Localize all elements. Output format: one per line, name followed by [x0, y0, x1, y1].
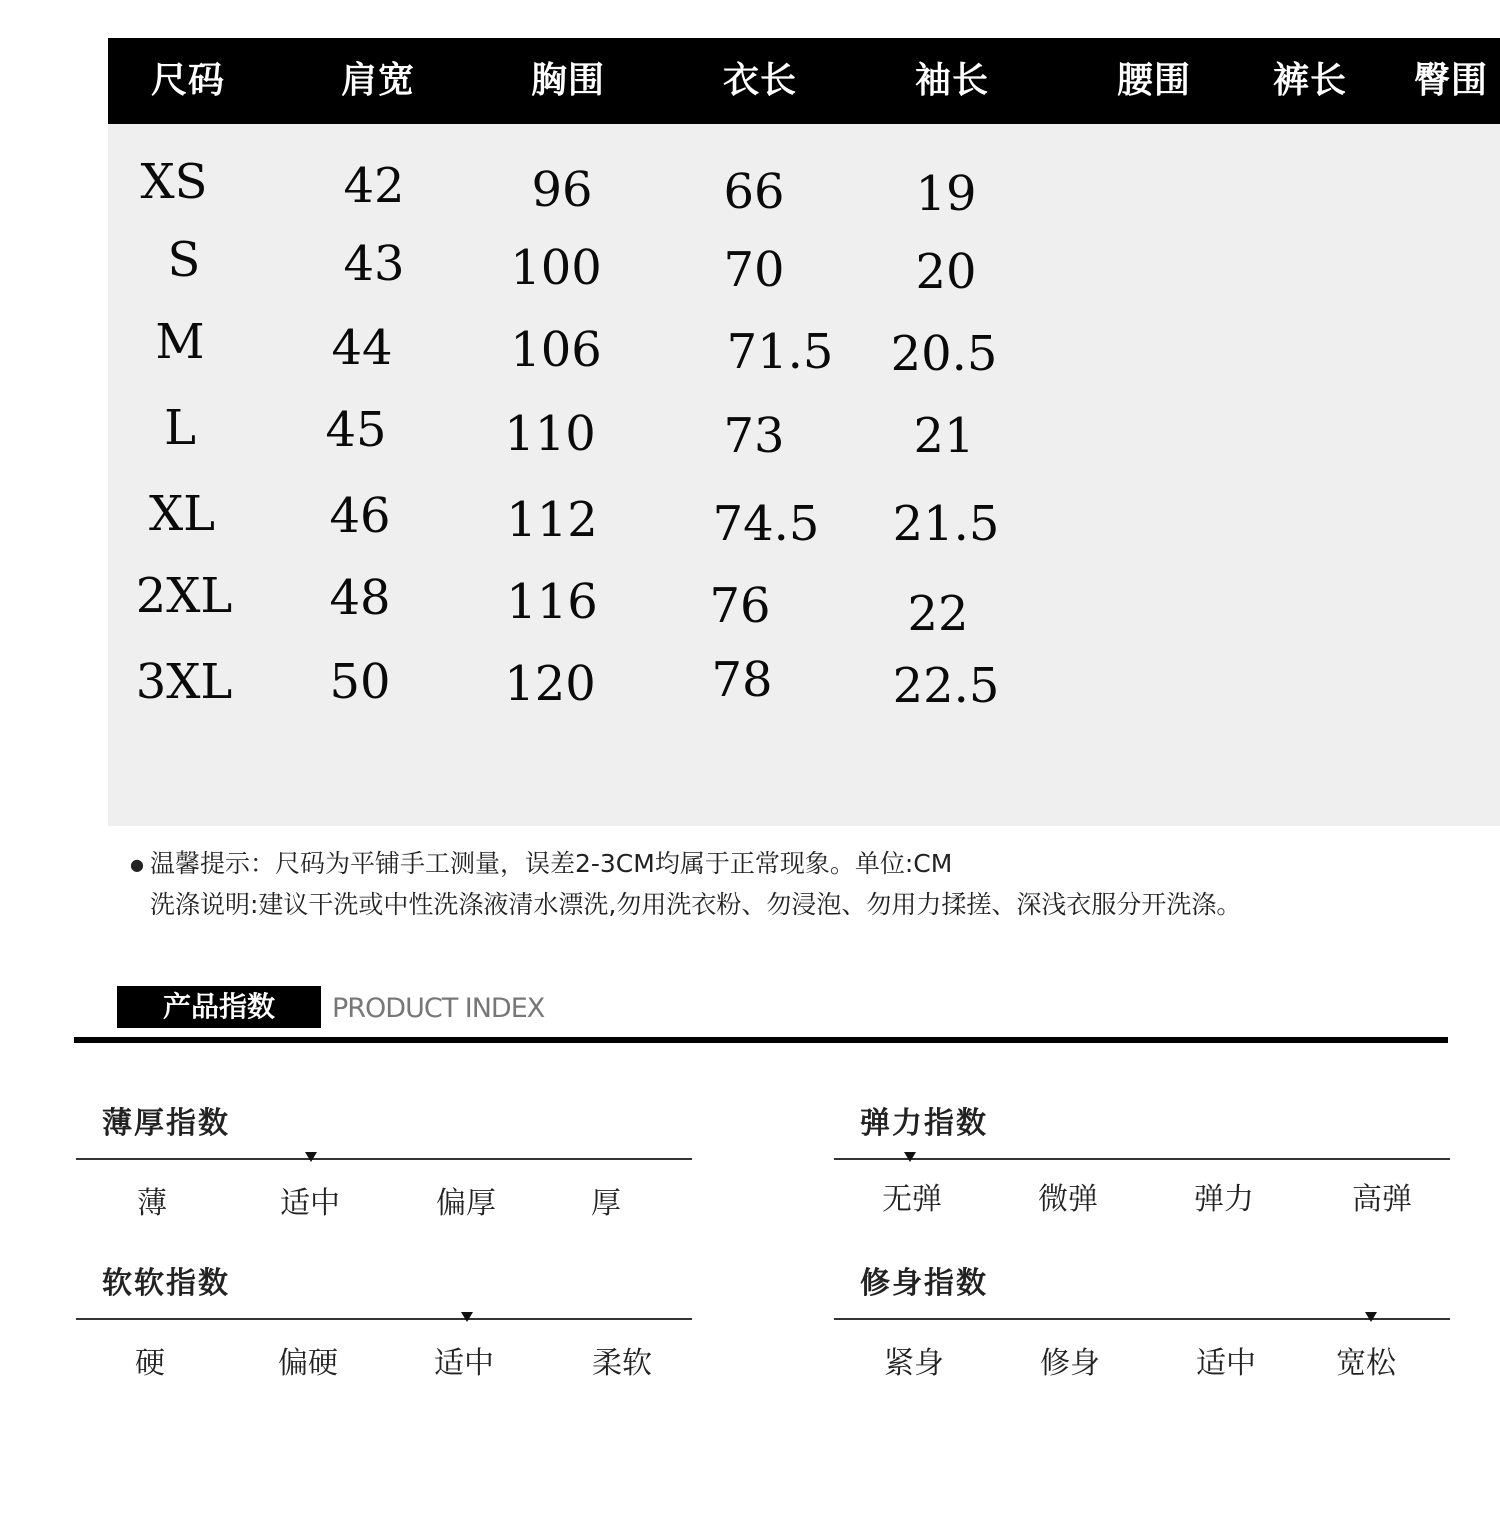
marker-icon	[904, 1152, 916, 1162]
scale-label: 硬	[135, 1346, 165, 1381]
scale-label: 紧身	[884, 1346, 944, 1381]
scale-label: 宽松	[1336, 1346, 1396, 1381]
cell-length: 76	[709, 578, 771, 634]
cell-sleeve: 22	[907, 586, 969, 642]
scale-label: 弹力	[1194, 1182, 1254, 1217]
thickness-scale	[76, 1098, 692, 1228]
scale-title: 软软指数	[102, 1266, 230, 1301]
cell-chest: 96	[531, 162, 593, 218]
size-table	[108, 38, 1500, 826]
cell-sleeve: 20.5	[890, 326, 998, 382]
cell-length: 74.5	[712, 496, 820, 552]
cell-size: XL	[148, 486, 216, 542]
cell-length: 78	[711, 652, 773, 708]
scale-line	[834, 1158, 1450, 1160]
scale-title: 弹力指数	[860, 1106, 988, 1141]
softness-scale	[76, 1258, 692, 1388]
scale-label: 薄	[137, 1186, 167, 1221]
product-index-title: 产品指数	[117, 986, 321, 1028]
cell-shoulder: 44	[331, 320, 393, 376]
tip-text: 温馨提示：尺码为平铺手工测量，误差2-3CM均属于正常现象。单位:CM	[149, 849, 953, 878]
cell-size: L	[164, 400, 196, 456]
cell-sleeve: 21.5	[892, 496, 1000, 552]
scale-line	[76, 1318, 692, 1320]
cell-sleeve: 21	[913, 408, 975, 464]
cell-shoulder: 48	[329, 570, 391, 626]
cell-length: 71.5	[726, 324, 834, 380]
bullet-icon: ●	[130, 855, 144, 874]
header-hip: 臀围	[1413, 60, 1488, 101]
cell-size: XS	[140, 154, 208, 210]
cell-chest: 120	[504, 656, 596, 712]
scale-label: 修身	[1040, 1346, 1100, 1381]
table-header	[108, 38, 1500, 124]
cell-shoulder: 43	[343, 236, 405, 292]
scale-title: 修身指数	[860, 1266, 988, 1301]
cell-size: M	[155, 314, 205, 370]
fit-scale	[834, 1258, 1450, 1388]
cell-length: 73	[723, 408, 785, 464]
scale-label: 高弹	[1352, 1182, 1412, 1217]
cell-chest: 106	[510, 322, 602, 378]
product-index-title-en: PRODUCT INDEX	[332, 993, 545, 1024]
scale-label: 微弹	[1038, 1182, 1098, 1217]
scale-label: 偏厚	[436, 1186, 496, 1221]
tip-line	[130, 844, 1241, 885]
cell-sleeve: 22.5	[892, 658, 1000, 714]
header-chest: 胸围	[530, 60, 605, 101]
cell-chest: 112	[506, 492, 598, 548]
care-notes	[130, 844, 1241, 925]
scale-label: 偏硬	[278, 1346, 338, 1381]
scale-label: 适中	[434, 1346, 494, 1381]
cell-shoulder: 46	[329, 488, 391, 544]
cell-length: 66	[723, 164, 785, 220]
cell-size: 3XL	[135, 654, 233, 710]
cell-shoulder: 45	[325, 402, 387, 458]
scale-label: 适中	[1196, 1346, 1256, 1381]
scale-title: 薄厚指数	[102, 1106, 230, 1141]
cell-size: 2XL	[135, 568, 233, 624]
cell-shoulder: 42	[343, 158, 405, 214]
cell-chest: 116	[506, 574, 598, 630]
elasticity-scale	[834, 1098, 1450, 1228]
scale-label: 柔软	[592, 1346, 652, 1381]
scale-label: 厚	[591, 1186, 621, 1221]
scale-line	[834, 1318, 1450, 1320]
marker-icon	[305, 1152, 317, 1162]
header-sleeve: 袖长	[914, 60, 989, 101]
marker-icon	[461, 1312, 473, 1322]
cell-chest: 100	[510, 240, 602, 296]
divider	[74, 1037, 1448, 1043]
header-size: 尺码	[150, 60, 225, 101]
header-shoulder: 肩宽	[340, 60, 415, 101]
cell-sleeve: 20	[915, 244, 977, 300]
scale-line	[76, 1158, 692, 1160]
header-waist: 腰围	[1116, 60, 1191, 101]
scale-label: 适中	[280, 1186, 340, 1221]
cell-length: 70	[723, 242, 785, 298]
cell-size: S	[167, 232, 201, 288]
scale-label: 无弹	[882, 1182, 942, 1217]
header-pants-length: 裤长	[1272, 60, 1347, 101]
cell-chest: 110	[504, 406, 596, 462]
wash-text: 洗涤说明:建议干洗或中性洗涤液清水漂洗,勿用洗衣粉、勿浸泡、勿用力揉搓、深浅衣服分开洗涤。	[150, 890, 1242, 919]
cell-shoulder: 50	[329, 654, 391, 710]
header-length: 衣长	[722, 60, 797, 101]
marker-icon	[1365, 1312, 1377, 1322]
cell-sleeve: 19	[915, 166, 977, 222]
